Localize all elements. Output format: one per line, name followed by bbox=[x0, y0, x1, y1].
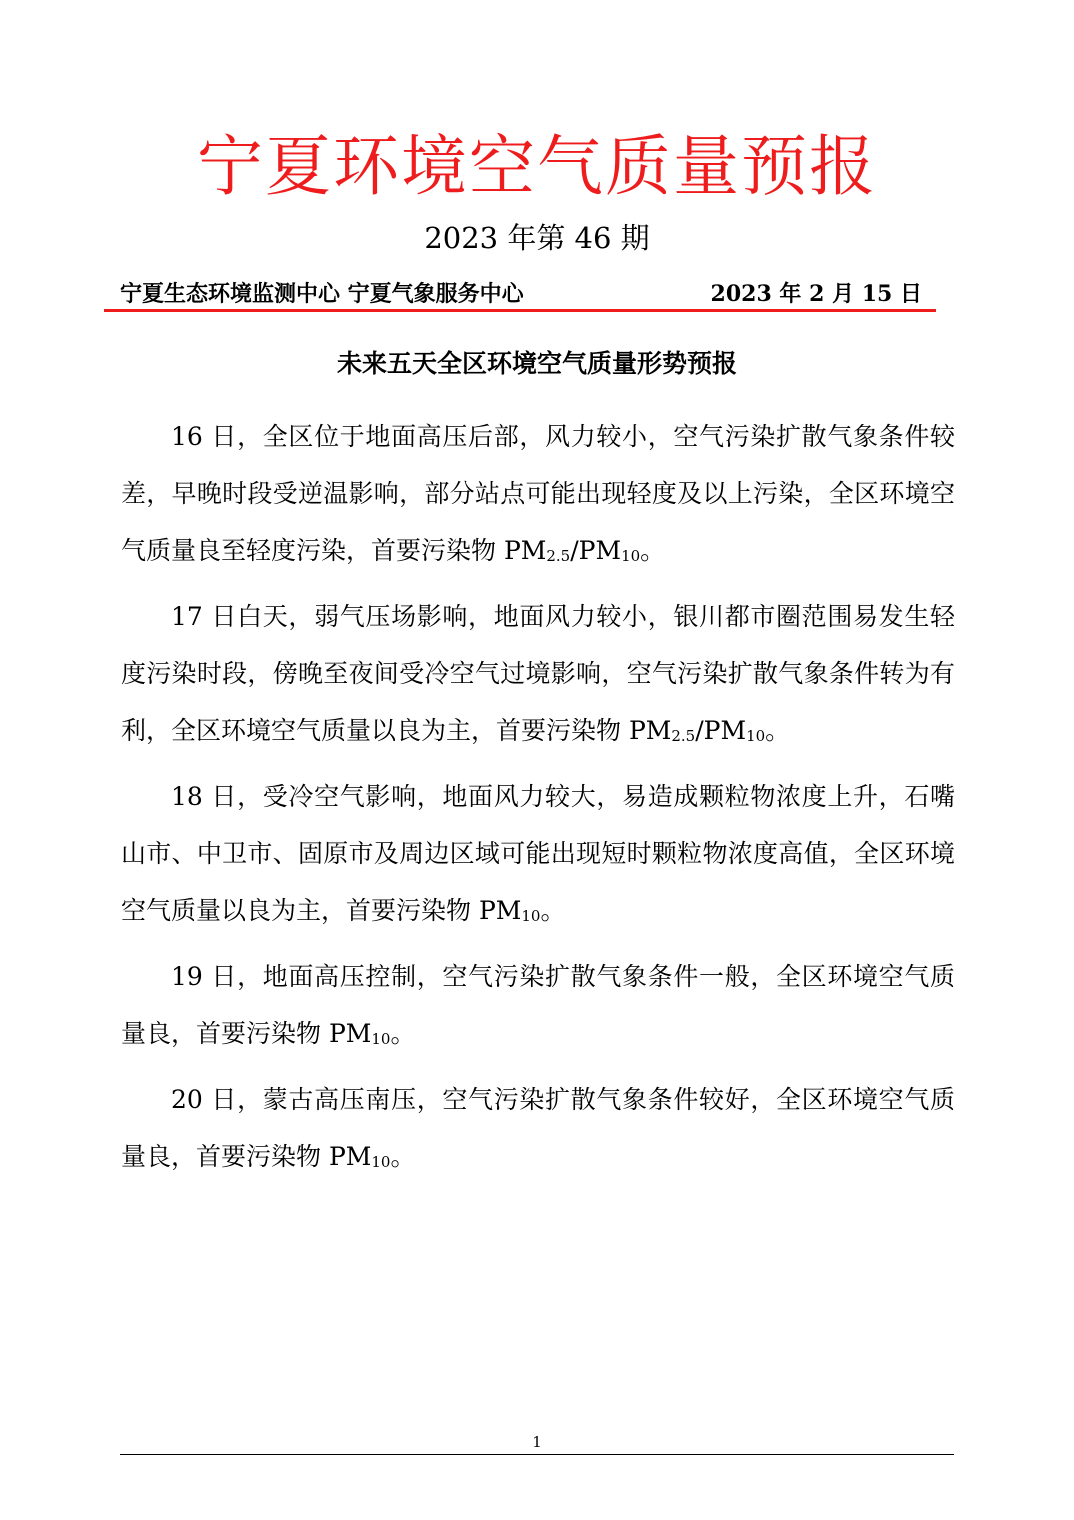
forecast-paragraph-18: 18 日，受冷空气影响，地面风力较大，易造成颗粒物浓度上升，石嘴山市、中卫市、固原市及周边区域可能出现短时颗粒物浓度高值，全区环境空气质量以良为主，首要污染物 $PM_{10}$。 bbox=[121, 782, 955, 925]
forecast-paragraph-20: 20 日，蒙古高压南压，空气污染扩散气象条件较好，全区环境空气质量良，首要污染物 $PM_{10}$。 bbox=[121, 1085, 955, 1171]
footer-divider bbox=[120, 1454, 954, 1455]
page-number: 1 bbox=[532, 1433, 542, 1451]
issuing-organizations: 宁夏生态环境监测中心 宁夏气象服务中心 bbox=[120, 281, 524, 307]
forecast-paragraph-16: 16 日，全区位于地面高压后部，风力较小，空气污染扩散气象条件较差，早晚时段受逆温影响，部分站点可能出现轻度及以上污染，全区环境空气质量良至轻度污染，首要污染物 $PM_{2.5}/PM_{10}$。 bbox=[121, 422, 955, 565]
masthead-title: 宁夏环境空气质量预报 bbox=[197, 128, 877, 205]
forecast-body bbox=[121, 408, 955, 1194]
forecast-paragraph-17: 17 日白天，弱气压场影响，地面风力较小，银川都市圈范围易发生轻度污染时段，傍晚至夜间受冷空气过境影响，空气污染扩散气象条件转为有利，全区环境空气质量以良为主，首要污染物 $PM_{2.5}/PM_{10}$。 bbox=[121, 602, 955, 745]
issue-number: 2023 年第 46 期 bbox=[424, 221, 650, 255]
forecast-paragraph-19: 19 日，地面高压控制，空气污染扩散气象条件一般，全区环境空气质量良，首要污染物 $PM_{10}$。 bbox=[121, 962, 955, 1048]
header-red-divider bbox=[104, 309, 936, 312]
document-title: 未来五天全区环境空气质量形势预报 bbox=[336, 349, 737, 378]
issue-date: 2023 年 2 月 15 日 bbox=[710, 281, 922, 307]
